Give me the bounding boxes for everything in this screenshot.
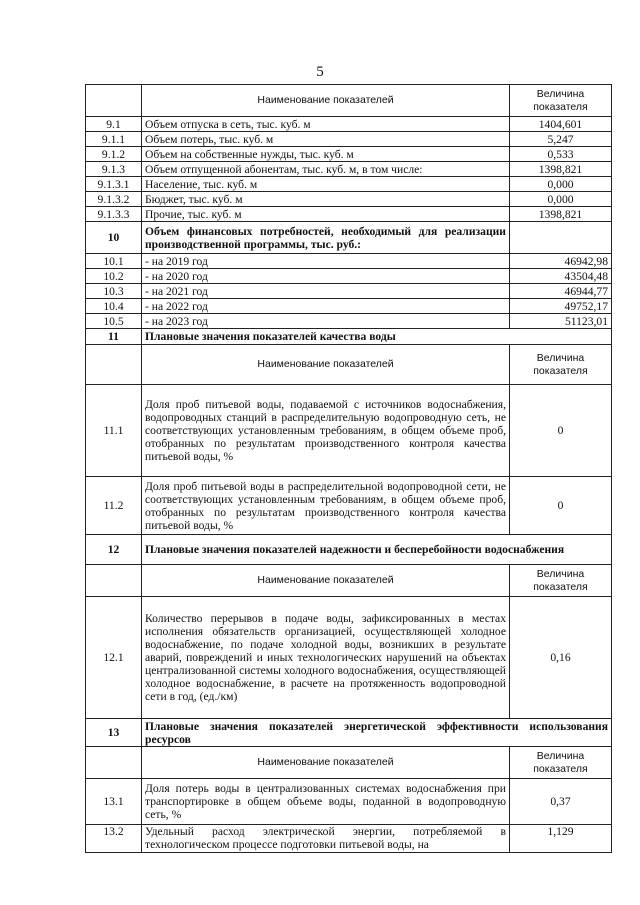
row-value: 1398,821 — [510, 207, 612, 222]
table-row — [86, 597, 612, 719]
row-num: 10.5 — [86, 314, 142, 329]
row-text: Доля проб питьевой воды, подаваемой с источников водоснабжения, водопроводных станций в распределительную водопроводную сеть, не соответствующих установленным требованиям, в общем объеме проб, отобранных по результатам производственного контроля качества питьевой воды, % — [142, 385, 510, 477]
row-text: Количество перерывов в подаче воды, зафиксированных в местах исполнения обязательств организацией, осуществляющей холодное водоснабжение, по подаче холодной воды, возникших в результате аварий, повреждений и иных технологических нарушений на объектах централизованной системы холодного водоснабжения, осуществляющей холодное водоснабжение, в расчете на протяженность водопроводной сети в год, (ед./км) — [142, 597, 510, 719]
table-row — [86, 254, 612, 269]
row-text: - на 2022 год — [142, 299, 510, 314]
row-num: 9.1.3 — [86, 162, 142, 177]
page-number: 5 — [316, 64, 324, 80]
table-row — [86, 177, 612, 192]
row-value: 0 — [510, 477, 612, 535]
table-header-row — [86, 345, 612, 385]
row-text: Прочие, тыс. куб. м — [142, 207, 510, 222]
row-value: 0,000 — [510, 177, 612, 192]
row-num: 10.3 — [86, 284, 142, 299]
row-text: Удельный расход электрической энергии, потребляемой в технологическом процессе подготовки питьевой воды, на — [142, 825, 510, 853]
table-row — [86, 269, 612, 284]
table-header-row — [86, 747, 612, 779]
section-row-10 — [86, 222, 612, 254]
section-row-12 — [86, 535, 612, 565]
section-num: 13 — [86, 719, 142, 747]
header-value: Величина показателя — [510, 565, 612, 597]
row-value: 43504,48 — [510, 269, 612, 284]
row-text: - на 2023 год — [142, 314, 510, 329]
row-text: Доля потерь воды в централизованных системах водоснабжения при транспортировке в общем объеме воды, поданной в водопроводную сеть, % — [142, 779, 510, 825]
row-value: 46942,98 — [510, 254, 612, 269]
row-text: Доля проб питьевой воды в распределительной водопроводной сети, не соответствующих установленным требованиям, в общем объеме проб, отобранных по результатам производственного контроля качества питьевой воды, % — [142, 477, 510, 535]
row-text: Объем потерь, тыс. куб. м — [142, 132, 510, 147]
row-value: 0,000 — [510, 192, 612, 207]
row-value: 5,247 — [510, 132, 612, 147]
row-text: Объем отпуска в сеть, тыс. куб. м — [142, 117, 510, 132]
header-value: Величина показателя — [510, 747, 612, 779]
header-value: Величина показателя — [510, 345, 612, 385]
section-row-13 — [86, 719, 612, 747]
table-row — [86, 132, 612, 147]
header-name: Наименование показателей — [142, 345, 510, 385]
header-num-cell — [86, 747, 142, 779]
header-num-cell — [86, 85, 142, 117]
header-name: Наименование показателей — [142, 85, 510, 117]
section-title: Плановые значения показателей надежности и бесперебойности водоснабжения — [142, 535, 612, 565]
row-value: 0,533 — [510, 147, 612, 162]
section-num: 12 — [86, 535, 142, 565]
table-row — [86, 192, 612, 207]
row-value: 51123,01 — [510, 314, 612, 329]
table-row — [86, 207, 612, 222]
row-num: 9.1.3.1 — [86, 177, 142, 192]
row-num: 10.2 — [86, 269, 142, 284]
row-num: 10.1 — [86, 254, 142, 269]
table-row — [86, 825, 612, 853]
row-text: Бюджет, тыс. куб. м — [142, 192, 510, 207]
table-row — [86, 299, 612, 314]
row-num: 9.1.3.3 — [86, 207, 142, 222]
row-value: 1398,821 — [510, 162, 612, 177]
row-num: 9.1.1 — [86, 132, 142, 147]
row-value: 1,129 — [510, 825, 612, 853]
row-text: Объем отпущенной абонентам, тыс. куб. м, в том числе: — [142, 162, 510, 177]
row-value: 1404,601 — [510, 117, 612, 132]
section-row-11 — [86, 329, 612, 345]
table-row — [86, 284, 612, 299]
table-row — [86, 147, 612, 162]
row-num: 12.1 — [86, 597, 142, 719]
row-value: 0,16 — [510, 597, 612, 719]
row-num: 9.1 — [86, 117, 142, 132]
section-title: Плановые значения показателей энергетической эффективности использования ресурсов — [142, 719, 612, 747]
empty-cell — [510, 222, 612, 254]
row-text: - на 2019 год — [142, 254, 510, 269]
row-value: 0,37 — [510, 779, 612, 825]
row-num: 13.2 — [86, 825, 142, 853]
table-header-row — [86, 85, 612, 117]
table-row — [86, 477, 612, 535]
indicators-table — [85, 84, 612, 853]
section-title: Объем финансовых потребностей, необходимый для реализации производственной программы, тыс. руб.: — [142, 222, 510, 254]
header-num-cell — [86, 345, 142, 385]
table-row — [86, 314, 612, 329]
row-value: 46944,77 — [510, 284, 612, 299]
header-value: Величина показателя — [510, 85, 612, 117]
section-num: 10 — [86, 222, 142, 254]
header-num-cell — [86, 565, 142, 597]
row-text: - на 2020 год — [142, 269, 510, 284]
table-row — [86, 162, 612, 177]
table-row — [86, 385, 612, 477]
table-header-row — [86, 565, 612, 597]
row-value: 49752,17 — [510, 299, 612, 314]
header-name: Наименование показателей — [142, 565, 510, 597]
table-row — [86, 117, 612, 132]
section-title: Плановые значения показателей качества воды — [142, 329, 612, 345]
row-value: 0 — [510, 385, 612, 477]
header-name: Наименование показателей — [142, 747, 510, 779]
row-num: 10.4 — [86, 299, 142, 314]
row-num: 11.1 — [86, 385, 142, 477]
row-text: Объем на собственные нужды, тыс. куб. м — [142, 147, 510, 162]
row-num: 9.1.2 — [86, 147, 142, 162]
row-text: Население, тыс. куб. м — [142, 177, 510, 192]
row-num: 9.1.3.2 — [86, 192, 142, 207]
row-text: - на 2021 год — [142, 284, 510, 299]
row-num: 11.2 — [86, 477, 142, 535]
section-num: 11 — [86, 329, 142, 345]
row-num: 13.1 — [86, 779, 142, 825]
table-row — [86, 779, 612, 825]
